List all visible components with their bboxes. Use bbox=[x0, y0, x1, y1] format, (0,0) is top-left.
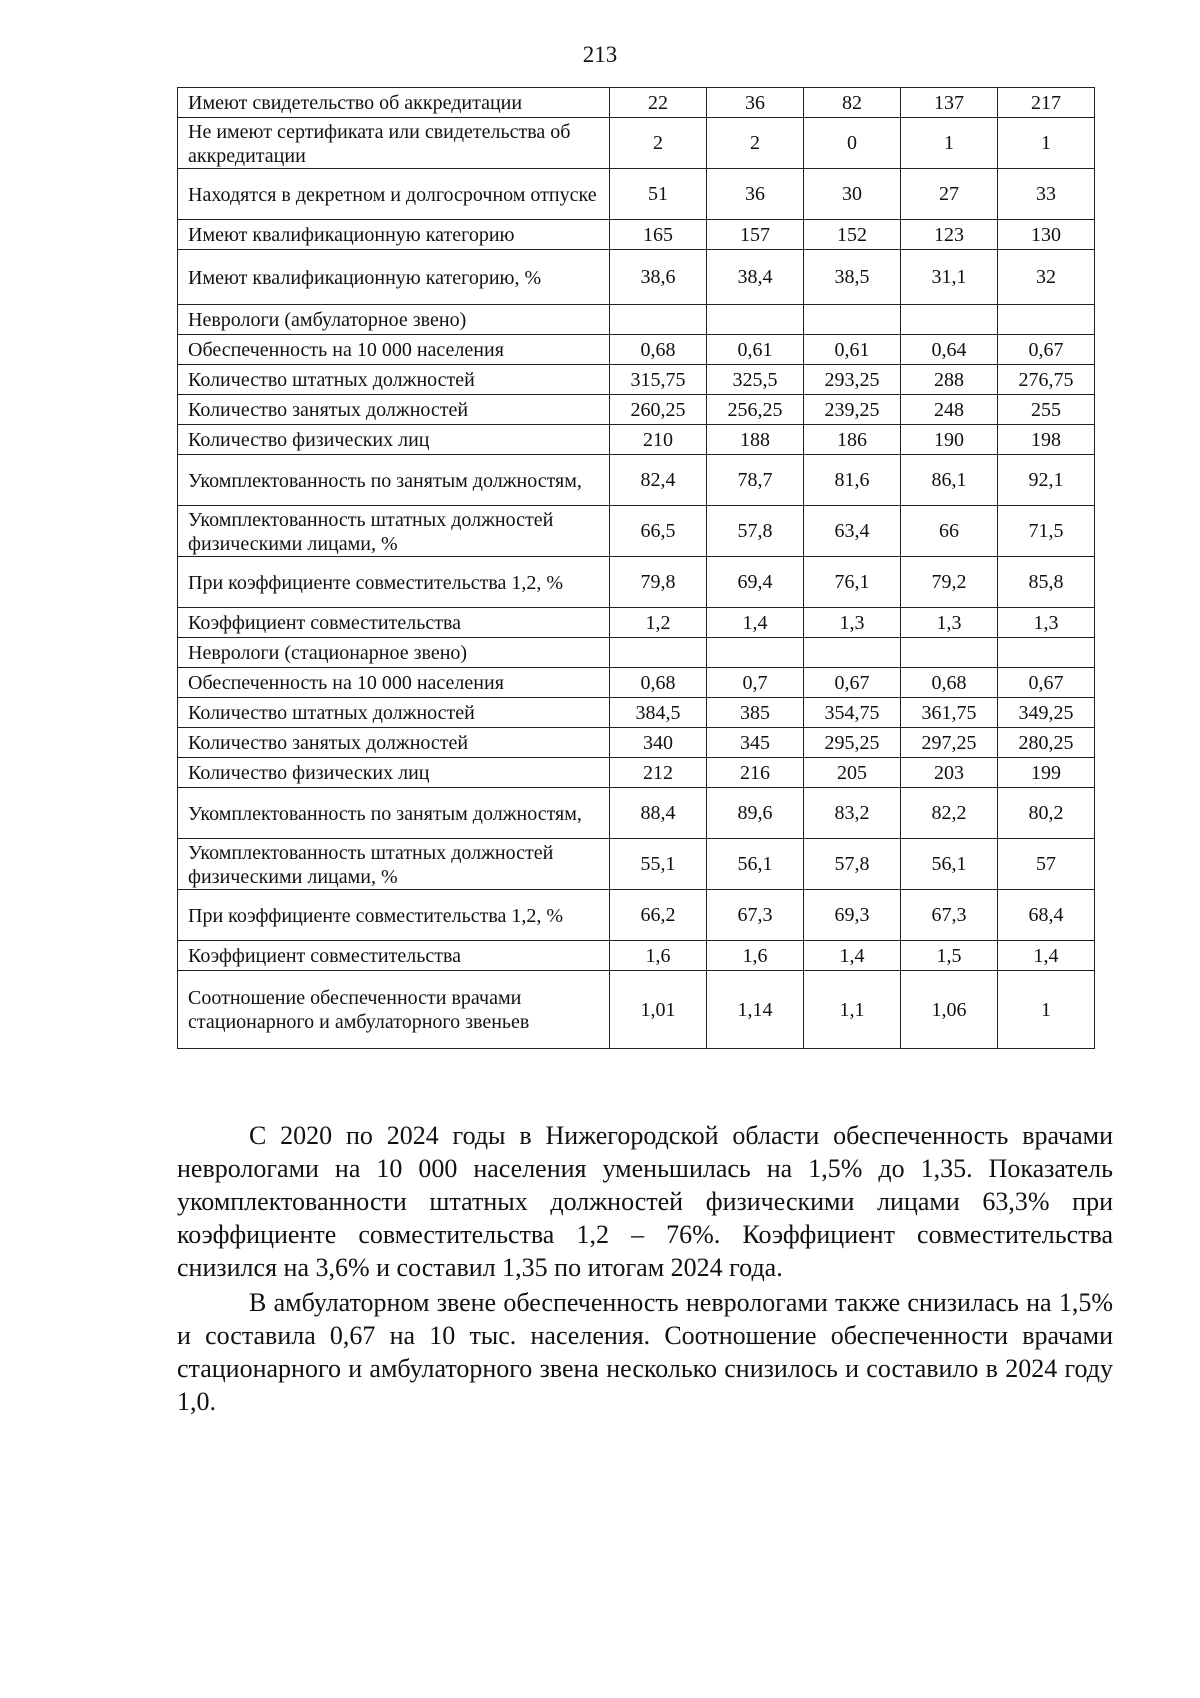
row-label: Имеют квалификационную категорию, % bbox=[178, 250, 610, 305]
row-value bbox=[610, 638, 707, 668]
row-value: 256,25 bbox=[707, 395, 804, 425]
row-value: 1,1 bbox=[804, 971, 901, 1049]
row-value: 340 bbox=[610, 728, 707, 758]
row-value: 1 bbox=[998, 118, 1095, 169]
row-value: 384,5 bbox=[610, 698, 707, 728]
row-value: 203 bbox=[901, 758, 998, 788]
table-row bbox=[178, 506, 1095, 557]
row-value bbox=[998, 638, 1095, 668]
row-label: Количество штатных должностей bbox=[178, 365, 610, 395]
row-label: Количество занятых должностей bbox=[178, 728, 610, 758]
row-value: 239,25 bbox=[804, 395, 901, 425]
row-value: 0,68 bbox=[901, 668, 998, 698]
row-value: 1,5 bbox=[901, 941, 998, 971]
row-label: Укомплектованность штатных должностей физическими лицами, % bbox=[178, 506, 610, 557]
table-row bbox=[178, 455, 1095, 506]
row-value: 315,75 bbox=[610, 365, 707, 395]
row-value: 1,2 bbox=[610, 608, 707, 638]
row-value: 66,2 bbox=[610, 890, 707, 941]
row-value: 69,3 bbox=[804, 890, 901, 941]
row-value: 385 bbox=[707, 698, 804, 728]
row-value bbox=[998, 305, 1095, 335]
row-value: 260,25 bbox=[610, 395, 707, 425]
table-row bbox=[178, 425, 1095, 455]
row-value: 79,8 bbox=[610, 557, 707, 608]
row-value: 1 bbox=[998, 971, 1095, 1049]
row-value: 1,3 bbox=[901, 608, 998, 638]
row-value: 199 bbox=[998, 758, 1095, 788]
row-value: 152 bbox=[804, 220, 901, 250]
table-row bbox=[178, 638, 1095, 668]
row-value bbox=[901, 305, 998, 335]
row-value: 63,4 bbox=[804, 506, 901, 557]
row-value: 325,5 bbox=[707, 365, 804, 395]
row-label: При коэффициенте совместительства 1,2, % bbox=[178, 890, 610, 941]
row-value: 80,2 bbox=[998, 788, 1095, 839]
row-value: 82,2 bbox=[901, 788, 998, 839]
row-value: 255 bbox=[998, 395, 1095, 425]
row-value: 0,67 bbox=[804, 668, 901, 698]
row-value: 295,25 bbox=[804, 728, 901, 758]
row-value: 36 bbox=[707, 169, 804, 220]
row-value: 0,61 bbox=[707, 335, 804, 365]
row-label: Коэффициент совместительства bbox=[178, 941, 610, 971]
row-value: 2 bbox=[707, 118, 804, 169]
row-value: 1,3 bbox=[998, 608, 1095, 638]
row-label: Имеют свидетельство об аккредитации bbox=[178, 88, 610, 118]
row-value: 349,25 bbox=[998, 698, 1095, 728]
row-label: Укомплектованность по занятым должностям, bbox=[178, 788, 610, 839]
row-value: 27 bbox=[901, 169, 998, 220]
row-value: 188 bbox=[707, 425, 804, 455]
row-value: 38,4 bbox=[707, 250, 804, 305]
row-value: 66 bbox=[901, 506, 998, 557]
row-value: 217 bbox=[998, 88, 1095, 118]
row-value: 157 bbox=[707, 220, 804, 250]
row-value bbox=[707, 305, 804, 335]
row-value: 212 bbox=[610, 758, 707, 788]
row-label: Количество физических лиц bbox=[178, 425, 610, 455]
row-value: 33 bbox=[998, 169, 1095, 220]
row-value bbox=[901, 638, 998, 668]
row-label: Обеспеченность на 10 000 населения bbox=[178, 668, 610, 698]
table-row bbox=[178, 365, 1095, 395]
row-value: 69,4 bbox=[707, 557, 804, 608]
row-value: 293,25 bbox=[804, 365, 901, 395]
row-value: 22 bbox=[610, 88, 707, 118]
row-value: 0,68 bbox=[610, 668, 707, 698]
row-value: 210 bbox=[610, 425, 707, 455]
row-label: Находятся в декретном и долгосрочном отпуске bbox=[178, 169, 610, 220]
row-value bbox=[610, 305, 707, 335]
row-value: 0,67 bbox=[998, 668, 1095, 698]
row-value: 198 bbox=[998, 425, 1095, 455]
row-value: 190 bbox=[901, 425, 998, 455]
row-value: 361,75 bbox=[901, 698, 998, 728]
row-label: Количество физических лиц bbox=[178, 758, 610, 788]
row-value: 297,25 bbox=[901, 728, 998, 758]
row-value: 2 bbox=[610, 118, 707, 169]
table-row bbox=[178, 220, 1095, 250]
row-value: 68,4 bbox=[998, 890, 1095, 941]
row-value: 0,61 bbox=[804, 335, 901, 365]
row-value: 354,75 bbox=[804, 698, 901, 728]
row-value: 123 bbox=[901, 220, 998, 250]
row-value: 36 bbox=[707, 88, 804, 118]
row-value: 288 bbox=[901, 365, 998, 395]
table-row bbox=[178, 305, 1095, 335]
row-value: 1,4 bbox=[998, 941, 1095, 971]
row-label: Имеют квалификационную категорию bbox=[178, 220, 610, 250]
row-value: 86,1 bbox=[901, 455, 998, 506]
row-value: 30 bbox=[804, 169, 901, 220]
table-row bbox=[178, 758, 1095, 788]
row-value: 66,5 bbox=[610, 506, 707, 557]
row-label: Количество штатных должностей bbox=[178, 698, 610, 728]
table-row bbox=[178, 788, 1095, 839]
row-value: 345 bbox=[707, 728, 804, 758]
row-value: 130 bbox=[998, 220, 1095, 250]
row-value bbox=[804, 638, 901, 668]
row-value: 280,25 bbox=[998, 728, 1095, 758]
row-value: 89,6 bbox=[707, 788, 804, 839]
row-value: 216 bbox=[707, 758, 804, 788]
row-value: 1,14 bbox=[707, 971, 804, 1049]
body-text bbox=[177, 1119, 1113, 1420]
row-label: Неврологи (стационарное звено) bbox=[178, 638, 610, 668]
row-label: Неврологи (амбулаторное звено) bbox=[178, 305, 610, 335]
row-value: 78,7 bbox=[707, 455, 804, 506]
table-row bbox=[178, 608, 1095, 638]
paragraph-2: В амбулаторном звене обеспеченность неврологами также снизилась на 1,5% и составила 0,67 на 10 тыс. населения. Соотношение обеспеченности врачами стационарного и амбулаторного звена несколько снизилось и составило в 2024 году 1,0. bbox=[177, 1288, 1113, 1416]
row-value: 31,1 bbox=[901, 250, 998, 305]
row-label: Укомплектованность штатных должностей физическими лицами, % bbox=[178, 839, 610, 890]
row-value: 1,01 bbox=[610, 971, 707, 1049]
row-label: Коэффициент совместительства bbox=[178, 608, 610, 638]
row-label: При коэффициенте совместительства 1,2, % bbox=[178, 557, 610, 608]
row-value: 82,4 bbox=[610, 455, 707, 506]
table-row bbox=[178, 839, 1095, 890]
table-row bbox=[178, 698, 1095, 728]
row-value: 76,1 bbox=[804, 557, 901, 608]
row-value: 0,68 bbox=[610, 335, 707, 365]
row-value: 57 bbox=[998, 839, 1095, 890]
table-row bbox=[178, 971, 1095, 1049]
row-value: 88,4 bbox=[610, 788, 707, 839]
row-value: 83,2 bbox=[804, 788, 901, 839]
row-label: Соотношение обеспеченности врачами стационарного и амбулаторного звеньев bbox=[178, 971, 610, 1049]
row-value: 0,7 bbox=[707, 668, 804, 698]
row-value: 1 bbox=[901, 118, 998, 169]
row-value: 1,4 bbox=[707, 608, 804, 638]
row-value: 1,6 bbox=[610, 941, 707, 971]
row-label: Не имеют сертификата или свидетельства об аккредитации bbox=[178, 118, 610, 169]
row-value: 82 bbox=[804, 88, 901, 118]
row-value: 79,2 bbox=[901, 557, 998, 608]
row-value: 248 bbox=[901, 395, 998, 425]
table-row bbox=[178, 250, 1095, 305]
table-row bbox=[178, 890, 1095, 941]
row-value: 1,3 bbox=[804, 608, 901, 638]
row-value: 0,67 bbox=[998, 335, 1095, 365]
row-value: 1,6 bbox=[707, 941, 804, 971]
row-value: 38,6 bbox=[610, 250, 707, 305]
row-value: 81,6 bbox=[804, 455, 901, 506]
table-row bbox=[178, 668, 1095, 698]
row-value: 51 bbox=[610, 169, 707, 220]
row-value: 205 bbox=[804, 758, 901, 788]
table-row bbox=[178, 728, 1095, 758]
row-value: 71,5 bbox=[998, 506, 1095, 557]
row-value: 56,1 bbox=[901, 839, 998, 890]
row-value: 0 bbox=[804, 118, 901, 169]
table-row bbox=[178, 395, 1095, 425]
row-value bbox=[707, 638, 804, 668]
row-value: 55,1 bbox=[610, 839, 707, 890]
row-label: Укомплектованность по занятым должностям, bbox=[178, 455, 610, 506]
row-value: 67,3 bbox=[901, 890, 998, 941]
table-row bbox=[178, 169, 1095, 220]
table-body bbox=[178, 88, 1095, 1049]
table-row bbox=[178, 335, 1095, 365]
table-row bbox=[178, 941, 1095, 971]
row-value: 38,5 bbox=[804, 250, 901, 305]
staffing-table bbox=[177, 87, 1095, 1049]
paragraph-1: С 2020 по 2024 годы в Нижегородской области обеспеченность врачами неврологами на 10 000 населения уменьшилась на 1,5% до 1,35. Показатель укомплектованности штатных должностей физическими лицами 63,3% при коэффициенте совместительства 1,2 – 76%. Коэффициент совместительства снизился на 3,6% и составил 1,35 по итогам 2024 года. bbox=[177, 1121, 1113, 1282]
row-value: 56,1 bbox=[707, 839, 804, 890]
row-value: 32 bbox=[998, 250, 1095, 305]
row-value: 67,3 bbox=[707, 890, 804, 941]
row-value: 57,8 bbox=[804, 839, 901, 890]
row-value: 0,64 bbox=[901, 335, 998, 365]
page-number: 213 bbox=[582, 42, 618, 67]
table-row bbox=[178, 118, 1095, 169]
table-row bbox=[178, 88, 1095, 118]
row-label: Обеспеченность на 10 000 населения bbox=[178, 335, 610, 365]
row-value bbox=[804, 305, 901, 335]
row-value: 57,8 bbox=[707, 506, 804, 557]
table-row bbox=[178, 557, 1095, 608]
row-value: 1,4 bbox=[804, 941, 901, 971]
row-value: 92,1 bbox=[998, 455, 1095, 506]
row-value: 1,06 bbox=[901, 971, 998, 1049]
row-value: 276,75 bbox=[998, 365, 1095, 395]
row-value: 85,8 bbox=[998, 557, 1095, 608]
row-value: 137 bbox=[901, 88, 998, 118]
row-value: 165 bbox=[610, 220, 707, 250]
row-label: Количество занятых должностей bbox=[178, 395, 610, 425]
row-value: 186 bbox=[804, 425, 901, 455]
